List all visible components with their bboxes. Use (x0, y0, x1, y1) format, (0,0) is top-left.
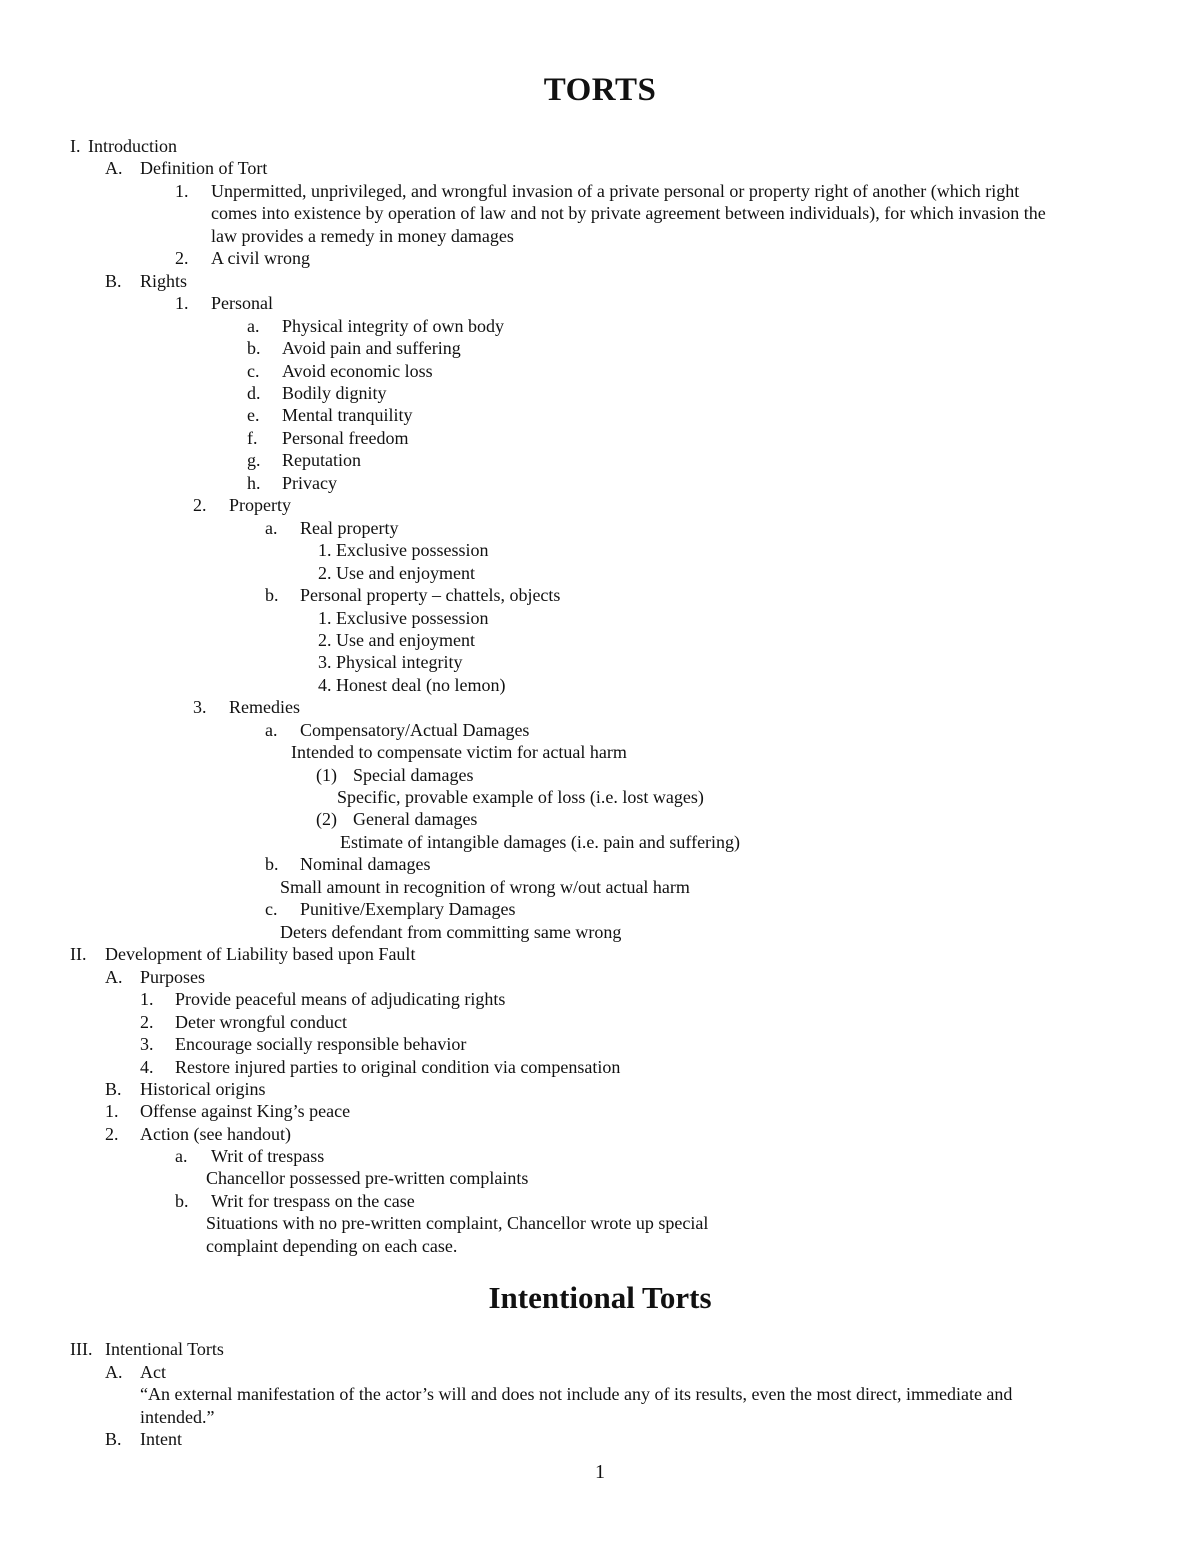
outline-marker: b. (175, 1191, 189, 1211)
outline-marker: f. (247, 428, 258, 448)
document-title: TORTS (543, 72, 657, 108)
outline-marker: a. (175, 1146, 188, 1166)
outline-text: Development of Liability based upon Fault (105, 944, 416, 964)
outline-text: A civil wrong (211, 248, 310, 268)
outline-text: Intent (140, 1429, 182, 1449)
outline-text: 2. Use and enjoyment (318, 630, 475, 650)
outline-marker: B. (105, 1429, 122, 1449)
outline-text: Intended to compensate victim for actual harm (291, 742, 627, 762)
outline-text: Physical integrity of own body (282, 316, 504, 336)
outline-marker: c. (247, 361, 260, 381)
outline-text: Historical origins (140, 1079, 266, 1099)
page-number: 1 (595, 1461, 605, 1483)
outline-text: Chancellor possessed pre-written complaints (206, 1168, 529, 1188)
outline-marker: 2. (175, 248, 189, 268)
outline-marker: h. (247, 473, 261, 493)
outline-text: “An external manifestation of the actor’s will and does not include any of its results, even the most direct, immediate and (140, 1384, 1013, 1404)
outline-text: Nominal damages (300, 854, 431, 874)
outline-text: 4. Honest deal (no lemon) (318, 675, 506, 695)
outline-text: 1. Exclusive possession (318, 540, 489, 560)
outline-marker: 3. (193, 697, 207, 717)
outline-marker: b. (265, 854, 279, 874)
outline-marker: 2. (140, 1012, 154, 1032)
outline-marker: I. (70, 136, 81, 156)
outline-text: Real property (300, 518, 399, 538)
outline-text: Provide peaceful means of adjudicating rights (175, 989, 506, 1009)
outline-text: Remedies (229, 697, 300, 717)
outline-text: complaint depending on each case. (206, 1236, 458, 1256)
outline-marker: II. (70, 944, 87, 964)
outline-text: Unpermitted, unprivileged, and wrongful invasion of a private personal or property right of another (which right (211, 181, 1020, 201)
outline-marker: a. (265, 518, 278, 538)
outline-marker: e. (247, 405, 260, 425)
outline-marker: A. (105, 158, 123, 178)
outline-text: Special damages (353, 765, 474, 785)
outline-text: Deter wrongful conduct (175, 1012, 347, 1032)
outline-marker: A. (105, 967, 123, 987)
outline-marker: (1) (316, 765, 337, 785)
outline-marker: 4. (140, 1057, 154, 1077)
outline-text: Privacy (282, 473, 337, 493)
outline-text: Personal freedom (282, 428, 409, 448)
outline-text: Situations with no pre-written complaint, Chancellor wrote up special (206, 1213, 709, 1233)
outline-text: Offense against King’s peace (140, 1101, 351, 1121)
outline-marker: B. (105, 271, 122, 291)
outline-marker: 1. (175, 181, 189, 201)
outline-marker: III. (70, 1339, 93, 1359)
outline-text: Small amount in recognition of wrong w/out actual harm (280, 877, 690, 897)
outline-text: intended.” (140, 1407, 215, 1427)
outline-text: Rights (140, 271, 188, 291)
outline-marker: g. (247, 450, 261, 470)
outline-text: 3. Physical integrity (318, 652, 463, 672)
outline-text: Writ of trespass (211, 1146, 325, 1166)
outline-text: Introduction (88, 136, 177, 156)
outline-text: Specific, provable example of loss (i.e. lost wages) (337, 787, 704, 807)
outline-text: Estimate of intangible damages (i.e. pain and suffering) (340, 832, 741, 852)
outline-marker: c. (265, 899, 278, 919)
outline-text: Personal (211, 293, 273, 313)
outline-text: Definition of Tort (140, 158, 268, 178)
outline-text: Purposes (140, 967, 206, 987)
outline-text: Mental tranquility (282, 405, 413, 425)
outline-text: Bodily dignity (282, 383, 387, 403)
outline-text: Writ for trespass on the case (211, 1191, 415, 1211)
outline-text: 1. Exclusive possession (318, 608, 489, 628)
outline-marker: A. (105, 1362, 123, 1382)
outline-marker: 2. (193, 495, 207, 515)
outline-text: Deters defendant from committing same wrong (280, 922, 622, 942)
outline-text: General damages (353, 809, 478, 829)
outline-text: Act (140, 1362, 166, 1382)
outline-marker: 1. (140, 989, 154, 1009)
outline-marker: a. (265, 720, 278, 740)
outline-marker: d. (247, 383, 261, 403)
outline-text: 2. Use and enjoyment (318, 563, 475, 583)
outline-text: Intentional Torts (105, 1339, 224, 1359)
outline-marker: 1. (175, 293, 189, 313)
outline-marker: 1. (105, 1101, 119, 1121)
outline-marker: (2) (316, 809, 337, 829)
outline-marker: 3. (140, 1034, 154, 1054)
outline-text: Avoid pain and suffering (282, 338, 461, 358)
outline-marker: 2. (105, 1124, 119, 1144)
outline-text: Punitive/Exemplary Damages (300, 899, 516, 919)
outline-text: Action (see handout) (140, 1124, 291, 1144)
outline-text: Property (229, 495, 291, 515)
outline-text: Personal property – chattels, objects (300, 585, 561, 605)
outline-text: comes into existence by operation of law and not by private agreement between individuals), for which invasion the (211, 203, 1046, 223)
outline-text: Reputation (282, 450, 361, 470)
outline-text: Encourage socially responsible behavior (175, 1034, 467, 1054)
outline-text: Compensatory/Actual Damages (300, 720, 530, 740)
outline-text: law provides a remedy in money damages (211, 226, 514, 246)
outline-marker: B. (105, 1079, 122, 1099)
outline-text: Restore injured parties to original condition via compensation (175, 1057, 621, 1077)
outline-marker: a. (247, 316, 260, 336)
outline-text: Avoid economic loss (282, 361, 433, 381)
section-title: Intentional Torts (488, 1280, 712, 1315)
outline-marker: b. (265, 585, 279, 605)
outline-marker: b. (247, 338, 261, 358)
